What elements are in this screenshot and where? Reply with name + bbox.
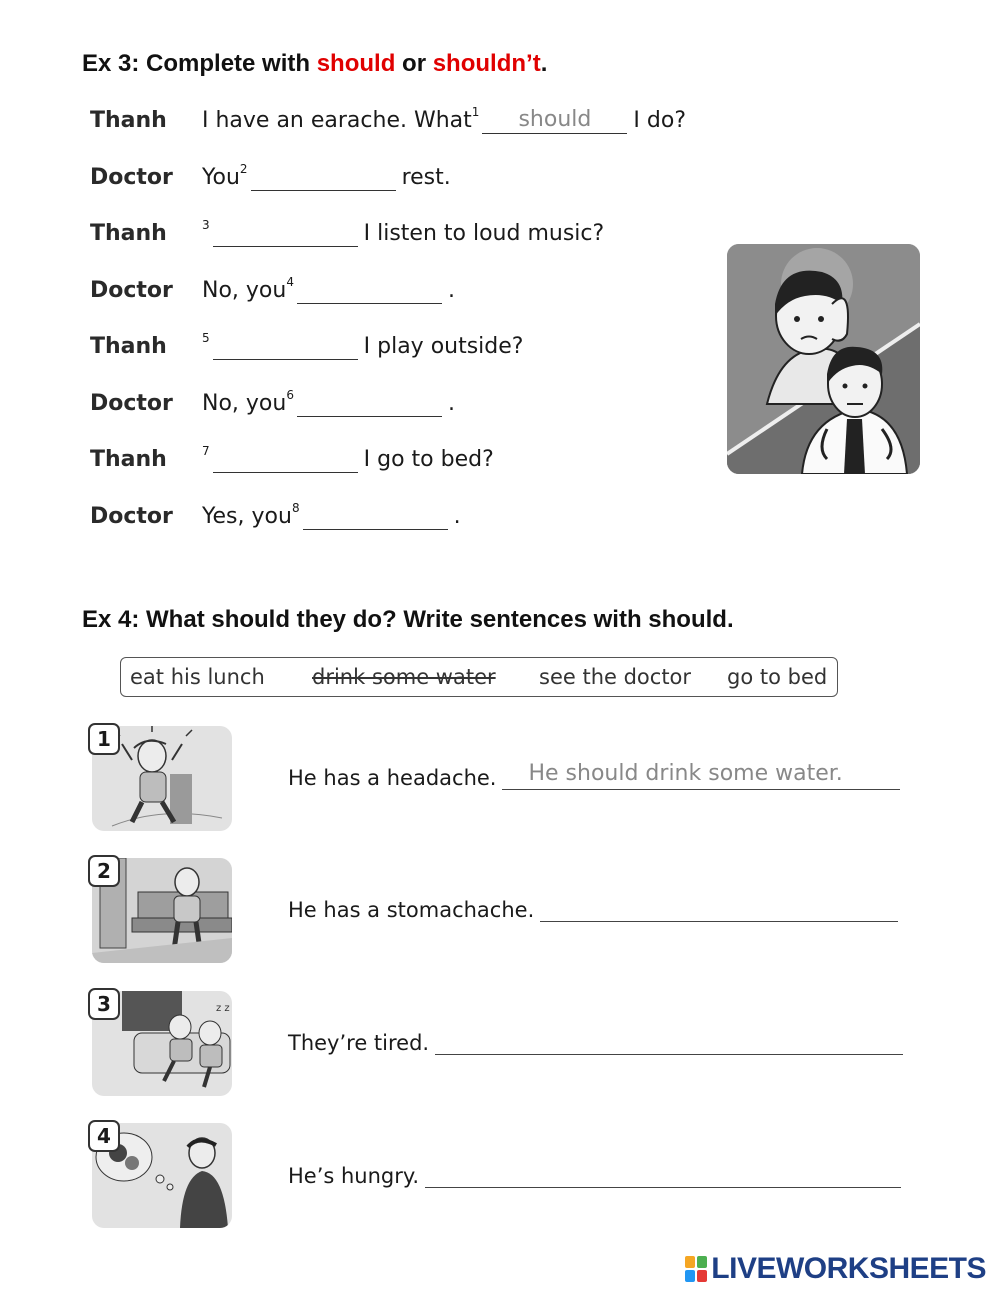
item-number-badge: 3	[88, 988, 120, 1020]
blank-number: 7	[202, 444, 210, 458]
dialogue-row-6	[90, 386, 455, 420]
answer-blank-8[interactable]	[303, 503, 448, 530]
answer-blank-5[interactable]	[213, 333, 358, 360]
item-1-answer-line[interactable]: He should drink some water.	[502, 760, 900, 790]
dialogue-row-4	[90, 273, 455, 307]
item-1-prompt: He has a headache.	[288, 766, 497, 790]
svg-text:z z: z z	[216, 1003, 230, 1014]
dialogue-row-7	[90, 442, 494, 476]
line-text-pre: Yes, you	[202, 503, 292, 529]
speaker-label: Thanh	[90, 446, 167, 472]
boy-and-doctor-drawing	[727, 244, 920, 474]
speaker-label: Thanh	[90, 220, 167, 246]
answer-input-2[interactable]	[251, 164, 396, 189]
dialogue-row-8	[90, 499, 461, 533]
liveworksheets-logo[interactable]	[685, 1252, 986, 1286]
answer-input-5[interactable]	[213, 333, 358, 358]
answer-input-8[interactable]	[303, 503, 448, 528]
answer-blank-1[interactable]	[482, 107, 627, 134]
dialogue-row-1	[90, 103, 686, 137]
word-option-4: go to bed	[727, 665, 828, 689]
line-text-pre: No, you	[202, 390, 287, 416]
logo-mark-icon	[685, 1256, 707, 1282]
item-4-prompt: He’s hungry.	[288, 1164, 420, 1188]
answer-input-7[interactable]	[213, 446, 358, 471]
answer-blank-2[interactable]	[251, 164, 396, 191]
line-text-post: .	[447, 390, 455, 416]
item-2-answer-line[interactable]	[540, 892, 898, 922]
blank-number: 6	[286, 388, 294, 402]
item-2-sentence	[288, 892, 898, 922]
answer-input-1[interactable]	[482, 107, 627, 132]
line-text-pre: I have an earache. What	[202, 107, 472, 133]
word-option-2: drink some water	[312, 665, 496, 689]
answer-input-3[interactable]	[213, 220, 358, 245]
line-text-post: I listen to loud music?	[363, 220, 605, 246]
line-text-post: I go to bed?	[363, 446, 494, 472]
blank-number: 1	[471, 105, 480, 119]
line-text-post: .	[453, 503, 461, 529]
speaker-label: Doctor	[90, 503, 173, 529]
speaker-label: Doctor	[90, 390, 173, 416]
ex3-title-end: .	[540, 50, 548, 77]
word-option-3: see the doctor	[539, 665, 692, 689]
boy-and-doctor-illustration	[727, 244, 920, 474]
item-1-sentence	[288, 760, 900, 790]
answer-blank-3[interactable]	[213, 220, 358, 247]
item-2-prompt: He has a stomachache.	[288, 898, 535, 922]
item-3-prompt: They’re tired.	[288, 1031, 430, 1055]
answer-blank-6[interactable]	[297, 390, 442, 417]
item-3-answer-line[interactable]	[435, 1025, 903, 1055]
line-text-post: I play outside?	[363, 333, 524, 359]
ex3-heading	[82, 50, 547, 78]
item-4-answer-line[interactable]	[425, 1158, 901, 1188]
blank-number: 8	[291, 501, 300, 515]
word-bank	[120, 657, 838, 697]
dialogue-row-3	[90, 216, 604, 250]
line-text-pre: You	[202, 164, 240, 190]
blank-number: 3	[202, 218, 210, 232]
ex3-word-should: should	[316, 50, 396, 77]
speaker-label: Thanh	[90, 333, 167, 359]
speaker-label: Doctor	[90, 277, 173, 303]
item-number-badge: 2	[88, 855, 120, 887]
line-text-post: I do?	[633, 107, 687, 133]
item-4-sentence	[288, 1158, 901, 1188]
answer-input-4[interactable]	[297, 277, 442, 302]
blank-number: 2	[239, 162, 248, 176]
blank-number: 4	[286, 275, 294, 289]
ex3-title-prefix: Ex 3: Complete with	[82, 50, 317, 77]
item-3-sentence	[288, 1025, 903, 1055]
item-number-badge: 4	[88, 1120, 120, 1152]
speaker-label: Thanh	[90, 107, 167, 133]
ex4-heading: Ex 4: What should they do? Write sentences with should.	[82, 606, 734, 633]
item-number-badge: 1	[88, 723, 120, 755]
logo-text: LIVEWORKSHEETS	[711, 1252, 986, 1285]
line-text-post: .	[447, 277, 455, 303]
dialogue-row-2	[90, 160, 451, 194]
blank-number: 5	[202, 331, 210, 345]
answer-input-6[interactable]	[297, 390, 442, 415]
dialogue-row-5	[90, 329, 523, 363]
speaker-label: Doctor	[90, 164, 173, 190]
ex3-title-middle: or	[395, 50, 433, 77]
line-text-pre: No, you	[202, 277, 287, 303]
answer-blank-4[interactable]	[297, 277, 442, 304]
word-option-1: eat his lunch	[130, 665, 265, 689]
answer-blank-7[interactable]	[213, 446, 358, 473]
ex3-word-shouldnt: shouldn’t	[432, 50, 541, 77]
line-text-post: rest.	[401, 164, 451, 190]
